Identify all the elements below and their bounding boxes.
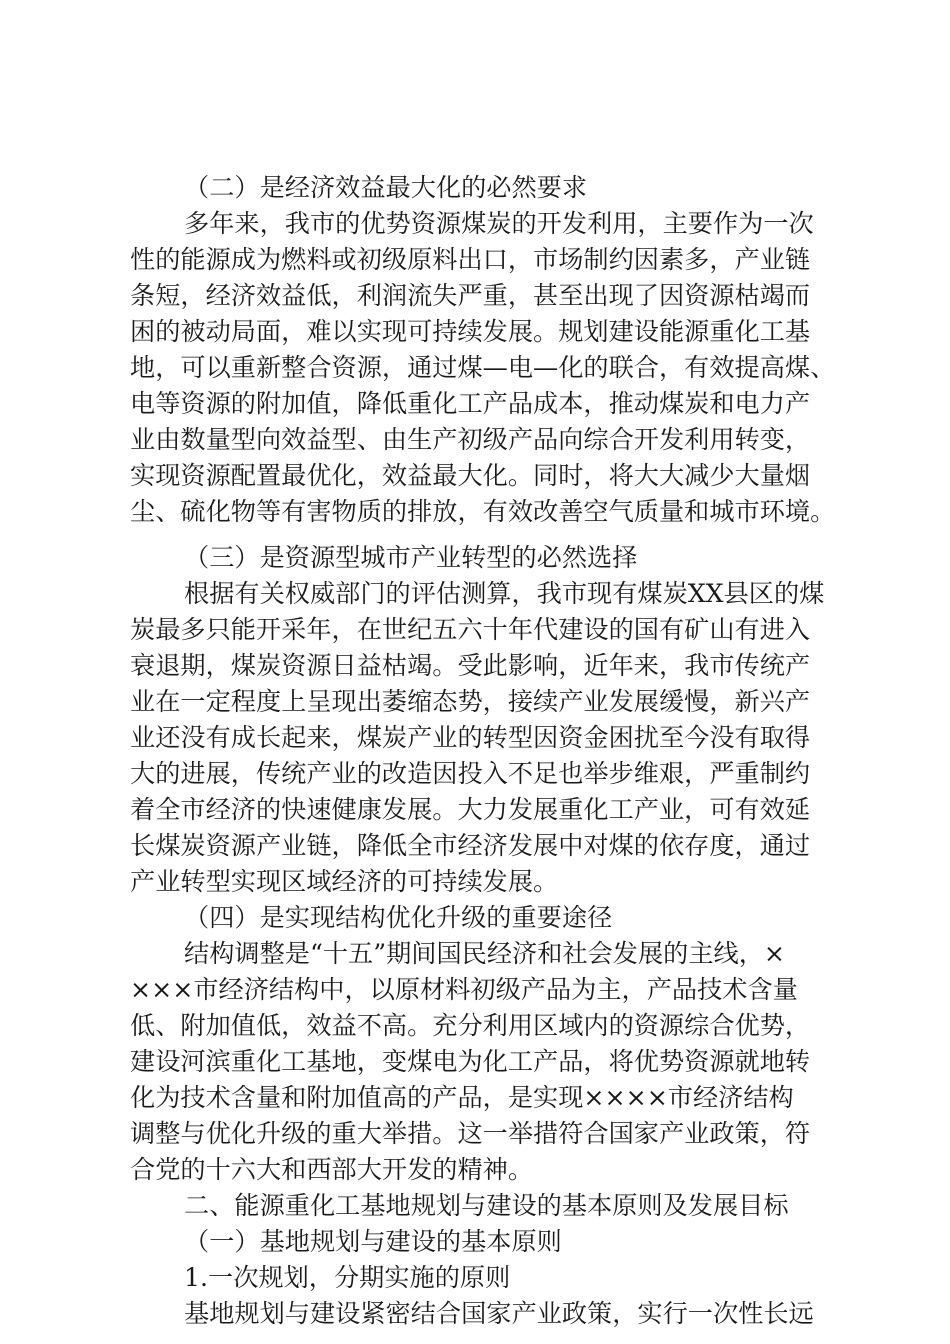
paragraph-line: 低、附加值低，效益不高。充分利用区域内的资源综合优势，: [130, 1011, 811, 1040]
paragraph-line: 合党的十六大和西部大开发的精神。: [130, 1155, 533, 1184]
section-heading: 二、能源重化工基地规划与建设的基本原则及发展目标: [184, 1191, 789, 1220]
paragraph-line: 尘、硫化物等有害物质的排放，有效改善空气质量和城市环境。: [130, 497, 836, 526]
paragraph-line: 实现资源配置最优化，效益最大化。同时，将大大减少大量烟: [130, 461, 811, 490]
paragraph-line: 条短，经济效益低，利润流失严重，甚至出现了因资源枯竭而: [130, 281, 811, 310]
paragraph-line: 地，可以重新整合资源，通过煤—电—化的联合，有效提高煤、: [130, 353, 836, 382]
paragraph-line: 业由数量型向效益型、由生产初级产品向综合开发利用转变，: [130, 425, 811, 454]
paragraph-line: 电等资源的附加值，降低重化工产品成本，推动煤炭和电力产: [130, 389, 811, 418]
paragraph-line: 着全市经济的快速健康发展。大力发展重化工产业，可有效延: [130, 795, 811, 824]
paragraph-line: 结构调整是“十五”期间国民经济和社会发展的主线，×: [184, 939, 785, 968]
paragraph-line: 大的进展，传统产业的改造因投入不足也举步维艰，严重制约: [130, 759, 811, 788]
paragraph-line: 炭最多只能开采年，在世纪五六十年代建设的国有矿山有进入: [130, 615, 811, 644]
paragraph-line: 性的能源成为燃料或初级原料出口，市场制约因素多，产业链: [130, 245, 811, 274]
principle-heading: 1.一次规划，分期实施的原则: [184, 1263, 511, 1292]
paragraph-line: 化为技术含量和附加值高的产品，是实现××××市经济结构: [130, 1083, 794, 1112]
paragraph-line: 产业转型实现区域经济的可持续发展。: [130, 867, 559, 896]
paragraph-line: 业还没有成长起来，煤炭产业的转型因资金困扰至今没有取得: [130, 723, 811, 752]
paragraph-line: 基地规划与建设紧密结合国家产业政策，实行一次性长远: [184, 1299, 814, 1328]
paragraph-line: 根据有关权威部门的评估测算，我市现有煤炭XX县区的煤: [184, 579, 825, 608]
heading-2-2: （二）是经济效益最大化的必然要求: [184, 173, 587, 202]
paragraph-line: 困的被动局面，难以实现可持续发展。规划建设能源重化工基: [130, 317, 811, 346]
paragraph-line: 衰退期，煤炭资源日益枯竭。受此影响，近年来，我市传统产: [130, 651, 811, 680]
paragraph-line: 多年来，我市的优势资源煤炭的开发利用，主要作为一次: [184, 209, 814, 238]
paragraph-line: 调整与优化升级的重大举措。这一举措符合国家产业政策，符: [130, 1119, 811, 1148]
heading-2-4: （四）是实现结构优化升级的重要途径: [184, 903, 613, 932]
subsection-heading: （一）基地规划与建设的基本原则: [184, 1227, 562, 1256]
paragraph-line: 业在一定程度上呈现出萎缩态势，接续产业发展缓慢，新兴产: [130, 687, 811, 716]
paragraph-line: ×××市经济结构中，以原材料初级产品为主，产品技术含量: [130, 975, 798, 1004]
paragraph-line: 长煤炭资源产业链，降低全市经济发展中对煤的依存度，通过: [130, 831, 811, 860]
paragraph-line: 建设河滨重化工基地，变煤电为化工产品，将优势资源就地转: [130, 1047, 811, 1076]
heading-2-3: （三）是资源型城市产业转型的必然选择: [184, 543, 638, 572]
